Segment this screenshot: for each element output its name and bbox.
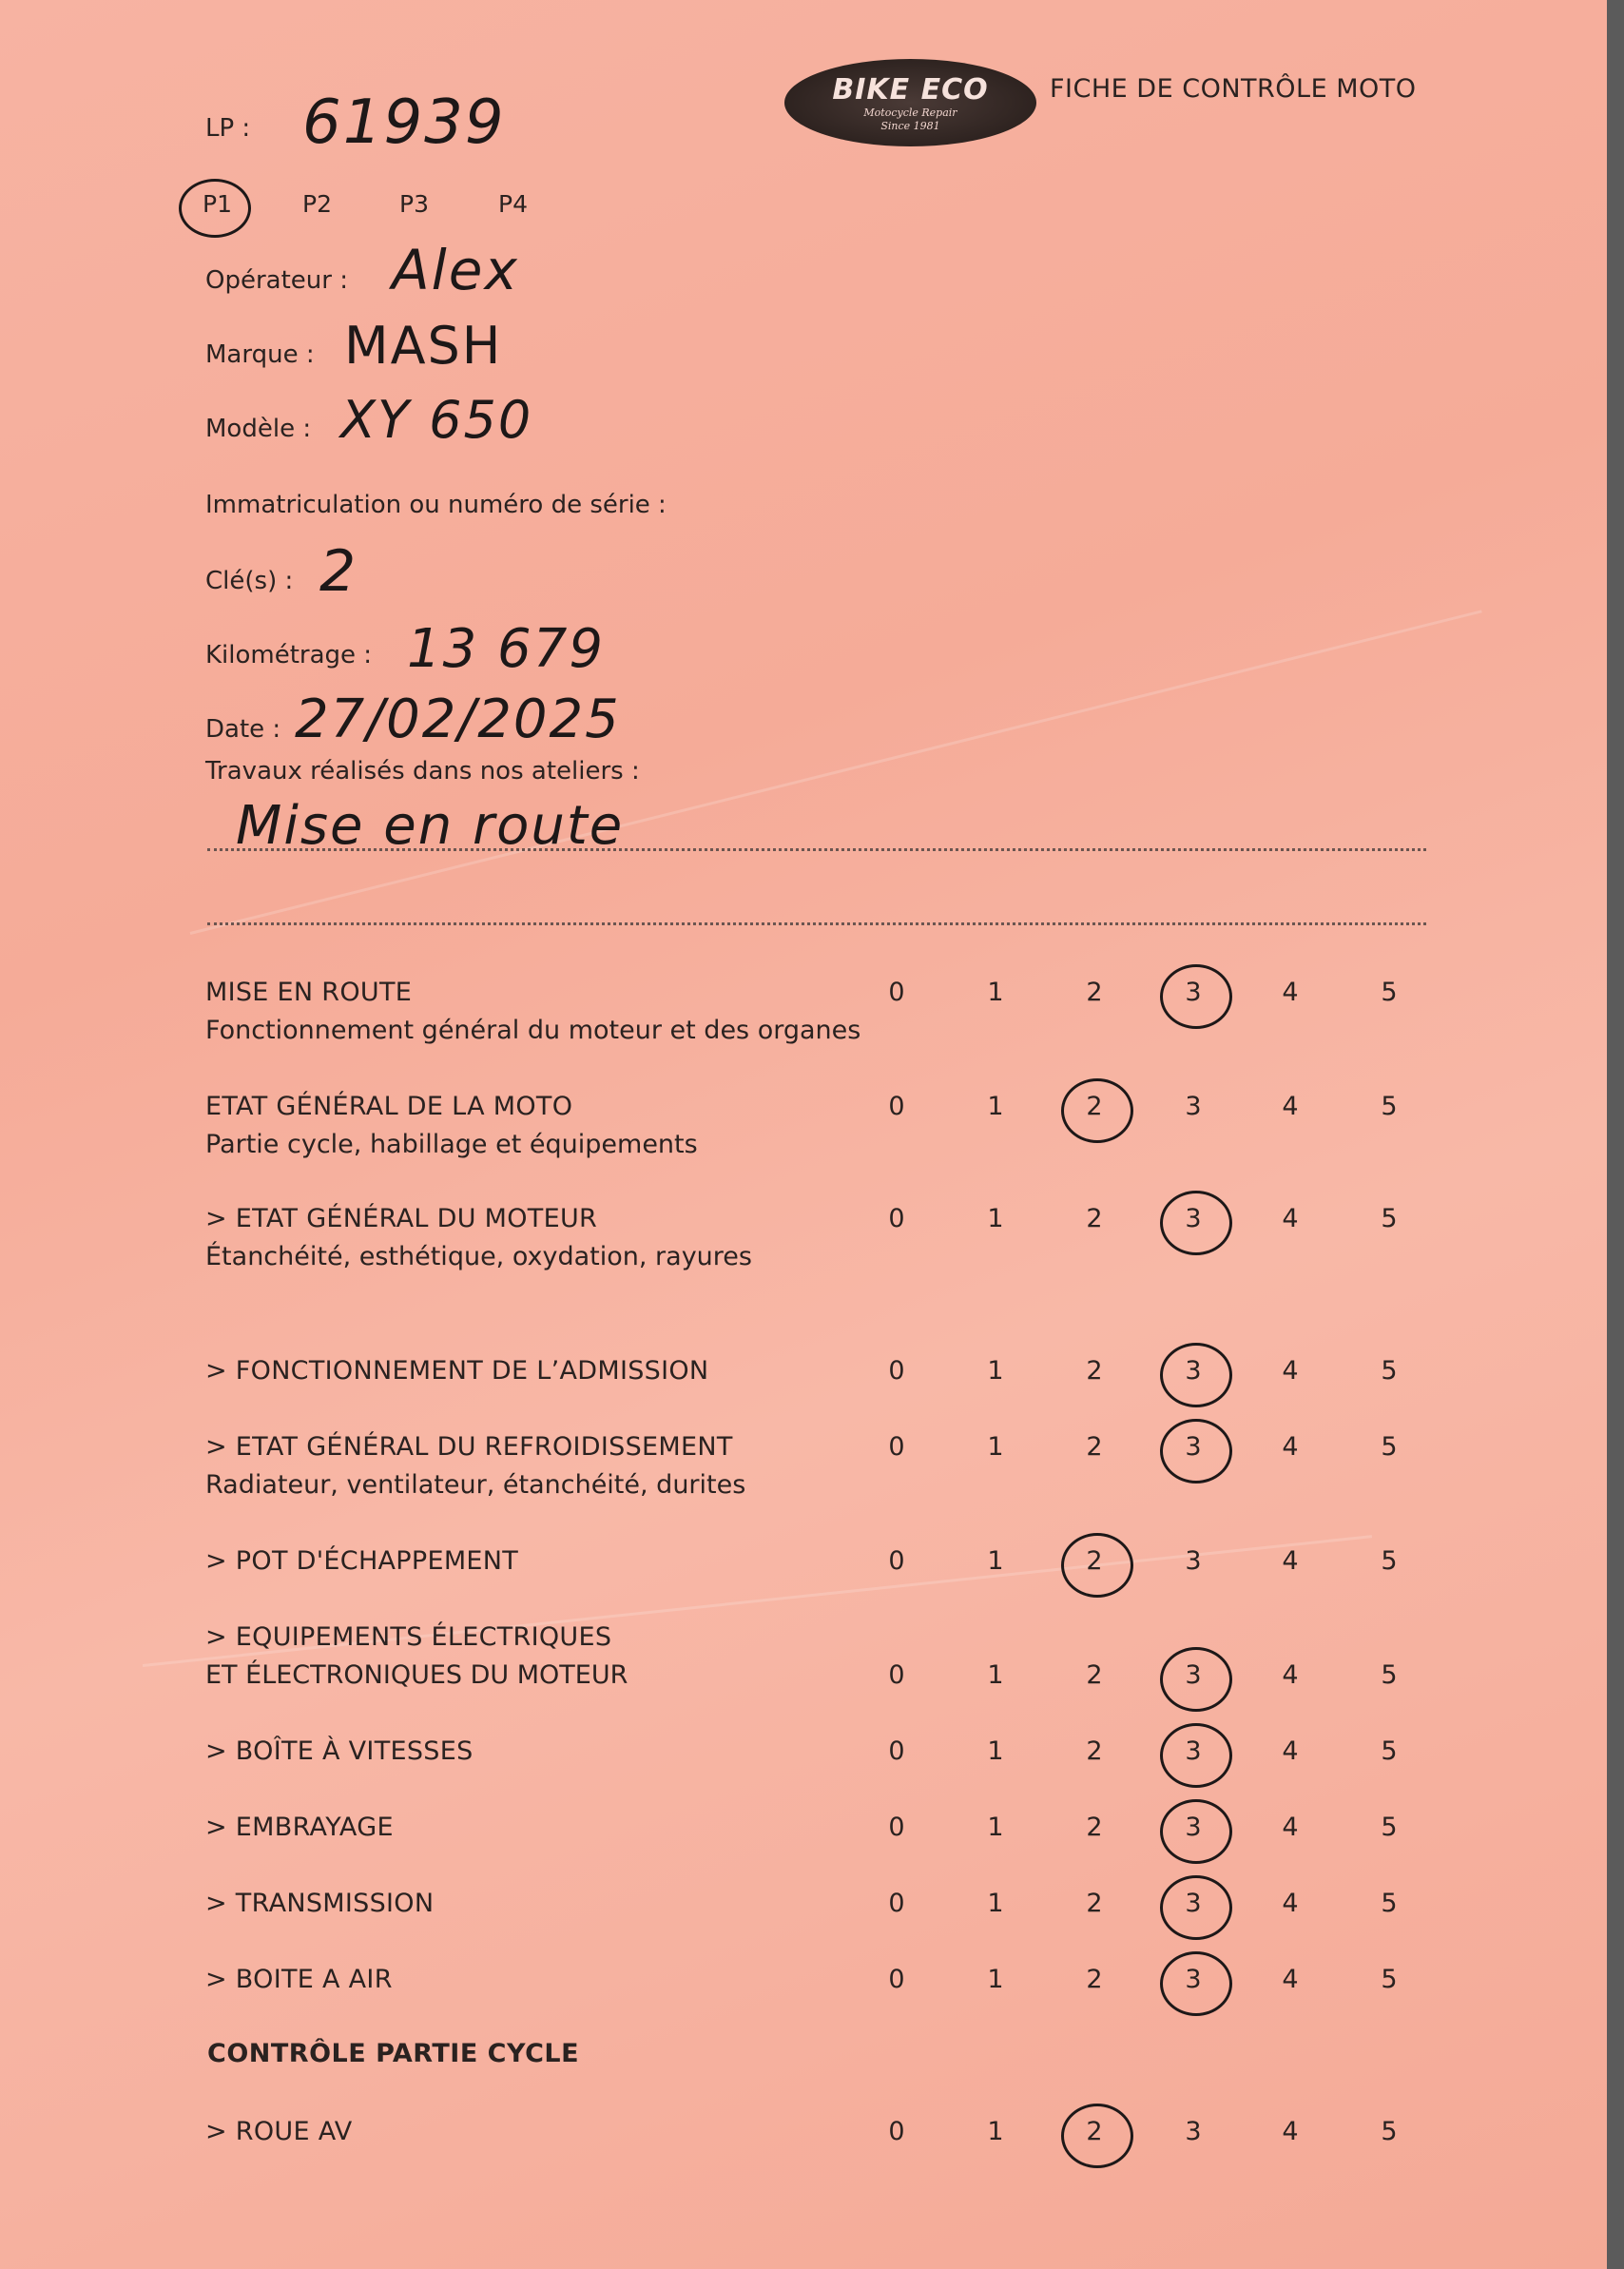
- check-row-score-option-2[interactable]: 2: [1086, 1965, 1103, 1994]
- check-row-title: > EMBRAYAGE: [205, 1813, 394, 1842]
- check-row-selected-score-circle: [1160, 1191, 1232, 1255]
- check-row-score-option-3[interactable]: 3: [1185, 1965, 1202, 1994]
- check-row-title: > EQUIPEMENTS ÉLECTRIQUES: [205, 1622, 612, 1652]
- lp-label: LP :: [205, 114, 251, 143]
- check-row-subtitle: Étanchéité, esthétique, oxydation, rayures: [205, 1242, 752, 1271]
- check-row-score-option-4[interactable]: 4: [1282, 978, 1299, 1007]
- check-row-score-option-2[interactable]: 2: [1086, 1813, 1103, 1842]
- check-row-score-option-4[interactable]: 4: [1282, 1356, 1299, 1386]
- marque-label: Marque :: [205, 340, 315, 369]
- check-row-score-option-3[interactable]: 3: [1185, 1092, 1202, 1121]
- kilometrage-value[interactable]: 13 679: [407, 618, 605, 680]
- check-row-title: MISE EN ROUTE: [205, 978, 413, 1007]
- cles-value[interactable]: 2: [319, 538, 358, 605]
- check-row-selected-score-circle: [1160, 1343, 1232, 1407]
- check-row-score-option-2[interactable]: 2: [1086, 1204, 1103, 1233]
- date-label: Date :: [205, 715, 281, 744]
- date-value[interactable]: 27/02/2025: [295, 688, 621, 750]
- check-row-score-option-3[interactable]: 3: [1185, 1356, 1202, 1386]
- check-row-score-option-5[interactable]: 5: [1381, 1204, 1398, 1233]
- cycle-check-row-score-option-5[interactable]: 5: [1381, 2117, 1398, 2146]
- cycle-check-row-score-option-3[interactable]: 3: [1185, 2117, 1202, 2146]
- logo-since: Since 1981: [880, 119, 940, 132]
- check-row-score-option-5[interactable]: 5: [1381, 978, 1398, 1007]
- check-row-selected-score-circle: [1160, 1419, 1232, 1484]
- check-row-score-option-0[interactable]: 0: [888, 1660, 905, 1690]
- check-row-title: > ETAT GÉNÉRAL DU MOTEUR: [205, 1204, 598, 1233]
- check-row-score-option-4[interactable]: 4: [1282, 1204, 1299, 1233]
- check-row-score-option-1[interactable]: 1: [987, 1204, 1004, 1233]
- marque-value[interactable]: MASH: [344, 316, 503, 376]
- check-row-score-option-1[interactable]: 1: [987, 1965, 1004, 1994]
- check-row-selected-score-circle: [1061, 1533, 1133, 1598]
- check-row-score-option-2[interactable]: 2: [1086, 1546, 1103, 1576]
- check-row-title: > ETAT GÉNÉRAL DU REFROIDISSEMENT: [205, 1432, 733, 1462]
- check-row-subtitle: Radiateur, ventilateur, étanchéité, durites: [205, 1470, 746, 1500]
- cles-label: Clé(s) :: [205, 567, 294, 595]
- check-row-score-option-5[interactable]: 5: [1381, 1965, 1398, 1994]
- check-row-score-option-0[interactable]: 0: [888, 1204, 905, 1233]
- check-row-score-option-5[interactable]: 5: [1381, 1432, 1398, 1462]
- check-row-score-option-0[interactable]: 0: [888, 1092, 905, 1121]
- check-row-score-option-1[interactable]: 1: [987, 1813, 1004, 1842]
- check-row-title: > POT D'ÉCHAPPEMENT: [205, 1546, 519, 1576]
- travaux-value[interactable]: Mise en route: [236, 795, 625, 857]
- page-option-p4[interactable]: P4: [498, 190, 528, 218]
- immatriculation-label: Immatriculation ou numéro de série :: [205, 491, 667, 519]
- check-row-subtitle: ET ÉLECTRONIQUES DU MOTEUR: [205, 1660, 628, 1690]
- lp-value[interactable]: 61939: [302, 87, 506, 158]
- check-row-score-option-0[interactable]: 0: [888, 1356, 905, 1386]
- check-row-selected-score-circle: [1160, 964, 1232, 1029]
- check-row-score-option-4[interactable]: 4: [1282, 1965, 1299, 1994]
- cycle-check-row-score-option-1[interactable]: 1: [987, 2117, 1004, 2146]
- check-row-selected-score-circle: [1160, 1723, 1232, 1788]
- check-row-score-option-1[interactable]: 1: [987, 1092, 1004, 1121]
- operateur-value[interactable]: Alex: [392, 238, 519, 302]
- check-row-score-option-4[interactable]: 4: [1282, 1546, 1299, 1576]
- check-row-score-option-1[interactable]: 1: [987, 1546, 1004, 1576]
- kilometrage-label: Kilométrage :: [205, 641, 373, 669]
- check-row-score-option-5[interactable]: 5: [1381, 1813, 1398, 1842]
- check-row-score-option-5[interactable]: 5: [1381, 1736, 1398, 1766]
- check-row-score-option-5[interactable]: 5: [1381, 1356, 1398, 1386]
- modele-label: Modèle :: [205, 415, 312, 443]
- check-row-score-option-3[interactable]: 3: [1185, 1204, 1202, 1233]
- check-row-score-option-2[interactable]: 2: [1086, 1092, 1103, 1121]
- check-row-score-option-2[interactable]: 2: [1086, 1432, 1103, 1462]
- cycle-check-row-selected-score-circle: [1061, 2104, 1133, 2168]
- check-row-score-option-1[interactable]: 1: [987, 1432, 1004, 1462]
- check-row-selected-score-circle: [1160, 1951, 1232, 2016]
- check-row-score-option-0[interactable]: 0: [888, 1736, 905, 1766]
- check-row-score-option-4[interactable]: 4: [1282, 1736, 1299, 1766]
- check-row-score-option-0[interactable]: 0: [888, 1813, 905, 1842]
- check-row-score-option-4[interactable]: 4: [1282, 1660, 1299, 1690]
- check-row-title: ETAT GÉNÉRAL DE LA MOTO: [205, 1092, 573, 1121]
- check-row-score-option-5[interactable]: 5: [1381, 1092, 1398, 1121]
- check-row-score-option-3[interactable]: 3: [1185, 1813, 1202, 1842]
- cycle-check-row-score-option-4[interactable]: 4: [1282, 2117, 1299, 2146]
- check-row-score-option-2[interactable]: 2: [1086, 1736, 1103, 1766]
- check-row-score-option-2[interactable]: 2: [1086, 1889, 1103, 1918]
- page-option-p1[interactable]: P1: [203, 190, 232, 218]
- check-row-score-option-5[interactable]: 5: [1381, 1889, 1398, 1918]
- check-row-score-option-1[interactable]: 1: [987, 1660, 1004, 1690]
- check-row-score-option-2[interactable]: 2: [1086, 1356, 1103, 1386]
- cycle-check-row-title: > ROUE AV: [205, 2117, 353, 2146]
- check-row-selected-score-circle: [1160, 1799, 1232, 1864]
- check-row-title: > TRANSMISSION: [205, 1889, 435, 1918]
- check-row-score-option-0[interactable]: 0: [888, 1889, 905, 1918]
- check-row-score-option-3[interactable]: 3: [1185, 1432, 1202, 1462]
- check-row-score-option-4[interactable]: 4: [1282, 1813, 1299, 1842]
- check-row-score-option-5[interactable]: 5: [1381, 1546, 1398, 1576]
- check-row-score-option-4[interactable]: 4: [1282, 1092, 1299, 1121]
- check-row-score-option-4[interactable]: 4: [1282, 1889, 1299, 1918]
- check-row-selected-score-circle: [1160, 1647, 1232, 1712]
- check-row-score-option-0[interactable]: 0: [888, 1965, 905, 1994]
- check-row-score-option-3[interactable]: 3: [1185, 978, 1202, 1007]
- check-row-score-option-2[interactable]: 2: [1086, 978, 1103, 1007]
- dotted-line: [207, 922, 1426, 925]
- check-row-score-option-2[interactable]: 2: [1086, 1660, 1103, 1690]
- check-row-title: > BOÎTE À VITESSES: [205, 1736, 474, 1766]
- check-row-score-option-5[interactable]: 5: [1381, 1660, 1398, 1690]
- check-row-selected-score-circle: [1160, 1875, 1232, 1940]
- check-row-selected-score-circle: [1061, 1078, 1133, 1143]
- check-row-score-option-3[interactable]: 3: [1185, 1889, 1202, 1918]
- section-title-cycle: CONTRÔLE PARTIE CYCLE: [207, 2039, 580, 2068]
- travaux-label: Travaux réalisés dans nos ateliers :: [205, 757, 640, 785]
- check-row-score-option-3[interactable]: 3: [1185, 1546, 1202, 1576]
- check-row-title: > FONCTIONNEMENT DE L’ADMISSION: [205, 1356, 709, 1386]
- document-title: FICHE DE CONTRÔLE MOTO: [1050, 74, 1417, 104]
- check-row-score-option-3[interactable]: 3: [1185, 1736, 1202, 1766]
- check-row-subtitle: Partie cycle, habillage et équipements: [205, 1130, 698, 1159]
- bike-eco-logo: [784, 59, 1036, 146]
- modele-value[interactable]: XY 650: [340, 390, 533, 450]
- check-row-score-option-1[interactable]: 1: [987, 978, 1004, 1007]
- check-row-score-option-0[interactable]: 0: [888, 1546, 905, 1576]
- check-row-score-option-0[interactable]: 0: [888, 978, 905, 1007]
- check-row-score-option-1[interactable]: 1: [987, 1356, 1004, 1386]
- check-row-score-option-1[interactable]: 1: [987, 1889, 1004, 1918]
- check-row-title: > BOITE A AIR: [205, 1965, 393, 1994]
- dotted-line: [207, 848, 1426, 851]
- check-row-score-option-1[interactable]: 1: [987, 1736, 1004, 1766]
- logo-brand: BIKE ECO: [832, 72, 989, 107]
- check-row-score-option-4[interactable]: 4: [1282, 1432, 1299, 1462]
- logo-tagline: Motocycle Repair: [863, 106, 957, 119]
- page-option-p3[interactable]: P3: [399, 190, 429, 218]
- check-row-subtitle: Fonctionnement général du moteur et des organes: [205, 1016, 861, 1045]
- cycle-check-row-score-option-2[interactable]: 2: [1086, 2117, 1103, 2146]
- page-option-p2[interactable]: P2: [302, 190, 332, 218]
- cycle-check-row-score-option-0[interactable]: 0: [888, 2117, 905, 2146]
- check-row-score-option-3[interactable]: 3: [1185, 1660, 1202, 1690]
- operateur-label: Opérateur :: [205, 266, 348, 295]
- check-row-score-option-0[interactable]: 0: [888, 1432, 905, 1462]
